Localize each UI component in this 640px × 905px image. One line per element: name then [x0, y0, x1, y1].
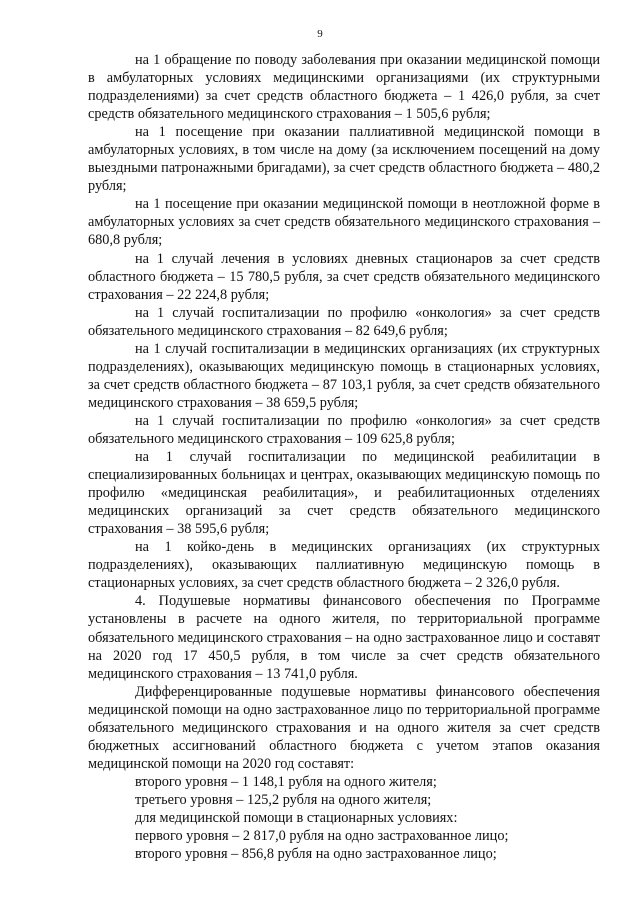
list-item: третьего уровня – 125,2 рубля на одного жителя;	[135, 791, 432, 808]
paragraph: на 1 случай госпитализации по профилю «онкология» за счет средств обязательного медицинского страхования – 82 649,6 рубля;	[88, 304, 600, 339]
paragraph: на 1 случай госпитализации по медицинской реабилитации в специализированных больницах и центрах, оказывающих медицинскую помощь по профилю «медицинская реабилитация», и реабилитационных отделениях медицинских организаций за счет средств обязательного медицинского страхования – 38 595,6 рубля;	[88, 449, 600, 538]
list-item: второго уровня – 1 148,1 рубля на одного жителя;	[135, 773, 437, 790]
list-item: для медицинской помощи в стационарных условиях:	[135, 809, 458, 826]
paragraph: на 1 обращение по поводу заболевания при оказании медицинской помощи в амбулаторных условиях медицинскими организациями (их структурными подразделениями) за счет средств областного бюджета – 1 426,0 рубля, за счет средств обязательного медицинского страхования – 1 505,6 рубля;	[88, 52, 600, 123]
page-number: 9	[317, 28, 323, 40]
list-item: второго уровня – 856,8 рубля на одно застрахованное лицо;	[135, 846, 497, 863]
paragraph: Дифференцированные подушевые нормативы финансового обеспечения медицинской помощи на одно застрахованное лицо по территориальной программе обязательного медицинского страхования и на одного жителя за счет средств бюджетных ассигнований областного бюджета с учетом этапов оказания медицинской помощи на 2020 год составят:	[88, 683, 600, 772]
paragraph: 4. Подушевые нормативы финансового обеспечения по Программе установлены в расчете на одного жителя, по территориальной программе обязательного медицинского страхования – на одно застрахованное лицо и составят на 2020 год 17 450,5 рубля, в том числе за счет средств обязательного медицинского страхования – 13 741,0 рубля.	[88, 593, 600, 682]
paragraph: на 1 койко-день в медицинских организациях (их структурных подразделениях), оказывающих паллиативную медицинскую помощь в стационарных условиях, за счет средств областного бюджета – 2 326,0 рубля.	[88, 539, 600, 592]
document-body	[88, 51, 600, 863]
list-item: первого уровня – 2 817,0 рубля на одно застрахованное лицо;	[135, 828, 509, 845]
paragraph: на 1 посещение при оказании медицинской помощи в неотложной форме в амбулаторных условиях за счет средств обязательного медицинского страхования – 680,8 рубля;	[88, 196, 600, 249]
paragraph: на 1 случай госпитализации по профилю «онкология» за счет средств обязательного медицинского страхования – 109 625,8 рубля;	[88, 412, 600, 447]
paragraph: на 1 случай госпитализации в медицинских организациях (их структурных подразделениях), оказывающих медицинскую помощь в стационарных условиях, за счет средств областного бюджета – 87 103,1 рубля, за счет средств обязательного медицинского страхования – 38 659,5 рубля;	[88, 340, 600, 411]
paragraph: на 1 случай лечения в условиях дневных стационаров за счет средств областного бюджета – 15 780,5 рубля, за счет средств обязательного медицинского страхования – 22 224,8 рубля;	[88, 250, 600, 303]
paragraph: на 1 посещение при оказании паллиативной медицинской помощи в амбулаторных условиях, в том числе на дому (за исключением посещений на дому выездными патронажными бригадами), за счет средств областного бюджета – 480,2 рубля;	[88, 124, 600, 195]
